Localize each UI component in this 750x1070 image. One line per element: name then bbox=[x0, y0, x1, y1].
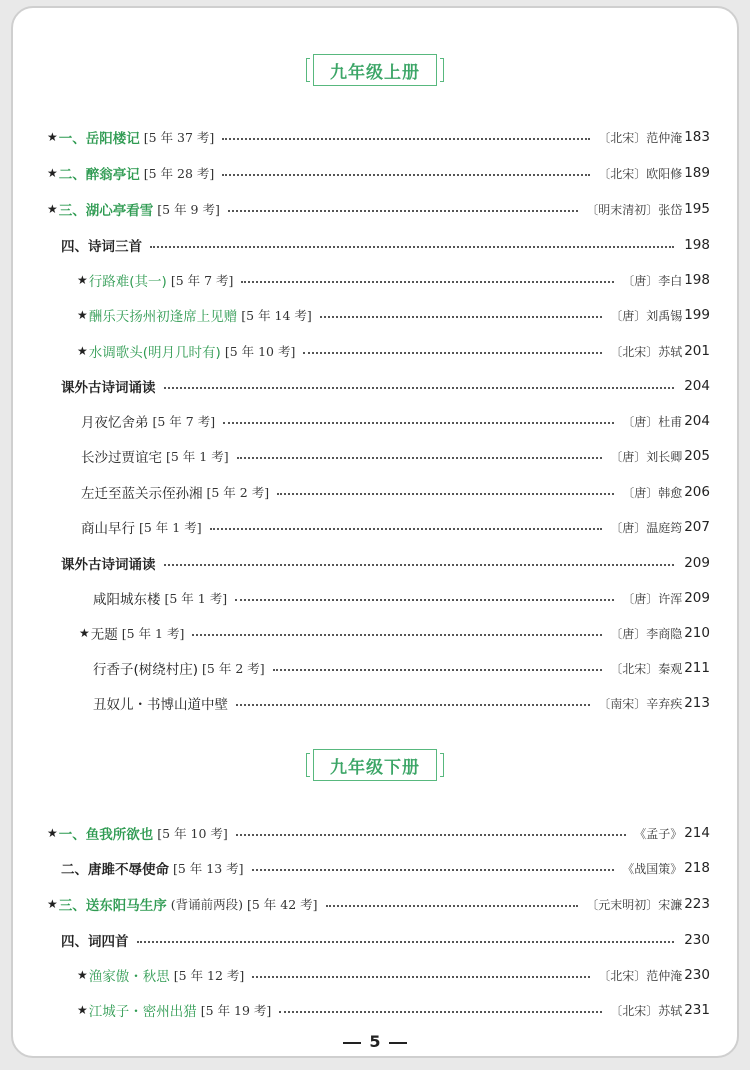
entry-title: 课外古诗词诵读 bbox=[61, 380, 156, 396]
entry-page: 198 bbox=[684, 272, 710, 288]
exam-frequency: [5 年 13 考] bbox=[173, 861, 244, 876]
dot-leader bbox=[150, 236, 674, 248]
footer-dash-right bbox=[389, 1042, 407, 1044]
entry-page: 209 bbox=[684, 555, 710, 571]
entry-page: 230 bbox=[684, 967, 710, 983]
entry-source: 〔北宋〕苏轼 bbox=[610, 344, 683, 359]
entry-title: 四、诗词三首 bbox=[61, 239, 142, 255]
exam-frequency: [5 年 19 考] bbox=[200, 1003, 272, 1018]
entry-title: 二、唐雎不辱使命 bbox=[61, 862, 169, 878]
entry-source: 〔唐〕韩愈 bbox=[622, 485, 683, 500]
dot-leader bbox=[279, 1001, 602, 1013]
entry-title: 无题 bbox=[90, 627, 118, 643]
dot-leader bbox=[277, 483, 614, 495]
section-heading-grade9-vol2 bbox=[313, 749, 437, 781]
exam-frequency: [5 年 1 考] bbox=[121, 626, 185, 641]
dot-leader bbox=[237, 447, 603, 459]
entry-title: 三、送东阳马生序 bbox=[58, 898, 167, 914]
toc-entry[interactable] bbox=[13, 302, 737, 328]
dot-leader bbox=[210, 518, 603, 530]
toc-entry[interactable] bbox=[13, 408, 737, 434]
entry-source: 〔北宋〕范仲淹 bbox=[598, 968, 683, 983]
entry-page: 206 bbox=[684, 484, 710, 500]
toc-entry[interactable] bbox=[13, 338, 737, 364]
toc-group[interactable] bbox=[13, 232, 737, 258]
star-icon: ★ bbox=[77, 1003, 88, 1017]
exam-frequency: [5 年 2 考] bbox=[206, 485, 270, 500]
dot-leader bbox=[252, 966, 590, 978]
star-icon: ★ bbox=[47, 166, 58, 180]
entry-page: 218 bbox=[684, 860, 710, 876]
section-heading-text: 九年级下册 bbox=[330, 757, 420, 778]
entry-title: 四、词四首 bbox=[61, 934, 129, 950]
entry-title: 三、湖心亭看雪 bbox=[58, 203, 154, 219]
dot-leader bbox=[164, 377, 675, 389]
toc-entry[interactable] bbox=[13, 655, 737, 681]
exam-frequency: [5 年 10 考] bbox=[157, 826, 228, 841]
entry-source: 〔明末清初〕张岱 bbox=[586, 202, 683, 217]
entry-title: 酬乐天扬州初逢席上见赠 bbox=[88, 309, 238, 325]
entry-page: 201 bbox=[684, 343, 710, 359]
book-page bbox=[11, 6, 739, 1058]
dot-leader bbox=[137, 931, 675, 943]
exam-frequency: [5 年 7 考] bbox=[152, 414, 216, 429]
toc-group[interactable] bbox=[13, 550, 737, 576]
dot-leader bbox=[235, 589, 614, 601]
entry-page: 195 bbox=[684, 201, 710, 217]
entry-source: 〔元末明初〕宋濂 bbox=[586, 897, 683, 912]
dot-leader bbox=[236, 694, 590, 706]
exam-frequency: (背诵前两段) [5 年 42 考] bbox=[170, 897, 318, 912]
dot-leader bbox=[164, 554, 675, 566]
exam-frequency: [5 年 2 考] bbox=[202, 661, 265, 676]
toc-entry[interactable] bbox=[13, 820, 737, 846]
section-heading-grade9-vol1 bbox=[313, 54, 437, 86]
dot-leader bbox=[222, 128, 590, 140]
star-icon: ★ bbox=[77, 968, 88, 982]
entry-title: 水调歌头(明月几时有) bbox=[88, 345, 221, 361]
entry-page: 223 bbox=[684, 896, 710, 912]
entry-page: 213 bbox=[684, 695, 710, 711]
entry-source: 〔唐〕温庭筠 bbox=[610, 520, 683, 535]
entry-page: 204 bbox=[684, 378, 710, 394]
exam-frequency: [5 年 7 考] bbox=[170, 273, 234, 288]
entry-source: 〔北宋〕欧阳修 bbox=[598, 166, 683, 181]
star-icon: ★ bbox=[47, 202, 58, 216]
entry-source: 〔南宋〕辛弃疾 bbox=[598, 696, 683, 711]
dot-leader bbox=[303, 342, 602, 354]
page-footer bbox=[13, 1032, 737, 1051]
entry-page: 230 bbox=[684, 932, 710, 948]
dot-leader bbox=[273, 659, 603, 671]
entry-title: 一、岳阳楼记 bbox=[58, 131, 140, 147]
page-number: 5 bbox=[369, 1032, 381, 1051]
entry-title: 一、鱼我所欲也 bbox=[58, 827, 154, 843]
toc-entry[interactable] bbox=[13, 690, 737, 716]
toc-entry[interactable] bbox=[13, 124, 737, 150]
dot-leader bbox=[320, 306, 602, 318]
dot-leader bbox=[222, 164, 590, 176]
entry-title: 丑奴儿・书博山道中壁 bbox=[93, 697, 228, 713]
dot-leader bbox=[326, 895, 579, 907]
entry-page: 211 bbox=[684, 660, 710, 676]
entry-source: 〔唐〕刘长卿 bbox=[610, 449, 683, 464]
toc-entry[interactable] bbox=[13, 514, 737, 540]
section-heading-text: 九年级上册 bbox=[330, 62, 420, 83]
toc-entry[interactable] bbox=[13, 267, 737, 293]
entry-source: 〔唐〕李商隐 bbox=[610, 626, 683, 641]
entry-source: 〔唐〕许浑 bbox=[622, 591, 683, 606]
entry-source: 〔北宋〕范仲淹 bbox=[598, 130, 683, 145]
exam-frequency: [5 年 14 考] bbox=[241, 308, 312, 323]
entry-page: 204 bbox=[684, 413, 710, 429]
entry-title: 课外古诗词诵读 bbox=[61, 557, 156, 573]
exam-frequency: [5 年 1 考] bbox=[139, 520, 202, 535]
exam-frequency: [5 年 10 考] bbox=[224, 344, 296, 359]
entry-title: 左迁至蓝关示侄孙湘 bbox=[81, 486, 203, 502]
toc-entry[interactable] bbox=[13, 891, 737, 917]
entry-title: 咸阳城东楼 bbox=[93, 592, 161, 608]
toc-entry[interactable] bbox=[13, 585, 737, 611]
dot-leader bbox=[252, 859, 615, 871]
star-icon: ★ bbox=[77, 273, 88, 287]
star-icon: ★ bbox=[77, 308, 88, 322]
entry-source: 《战国策》 bbox=[622, 861, 683, 876]
toc-entry[interactable] bbox=[13, 855, 737, 881]
toc-entry[interactable] bbox=[13, 443, 737, 469]
exam-frequency: [5 年 12 考] bbox=[173, 968, 245, 983]
toc-entry[interactable] bbox=[13, 620, 737, 646]
star-icon: ★ bbox=[47, 897, 58, 911]
entry-source: 《孟子》 bbox=[634, 826, 683, 841]
dot-leader bbox=[236, 824, 626, 836]
entry-page: 231 bbox=[684, 1002, 710, 1018]
entry-page: 183 bbox=[684, 129, 710, 145]
entry-source: 〔唐〕李白 bbox=[622, 273, 683, 288]
toc-entry[interactable] bbox=[13, 479, 737, 505]
star-icon: ★ bbox=[77, 344, 88, 358]
exam-frequency: [5 年 1 考] bbox=[166, 449, 229, 464]
toc-entry[interactable] bbox=[13, 997, 737, 1023]
entry-title: 渔家傲・秋思 bbox=[88, 969, 170, 985]
dot-leader bbox=[228, 200, 578, 212]
toc-entry[interactable] bbox=[13, 160, 737, 186]
star-icon: ★ bbox=[47, 130, 58, 144]
entry-title: 月夜忆舍弟 bbox=[81, 415, 149, 431]
dot-leader bbox=[241, 271, 614, 283]
entry-page: 189 bbox=[684, 165, 710, 181]
entry-title: 行路难(其一) bbox=[88, 274, 167, 290]
entry-page: 214 bbox=[684, 825, 710, 841]
entry-title: 长沙过贾谊宅 bbox=[81, 450, 162, 466]
entry-page: 205 bbox=[684, 448, 710, 464]
exam-frequency: [5 年 37 考] bbox=[143, 130, 215, 145]
toc-group[interactable] bbox=[13, 373, 737, 399]
entry-page: 210 bbox=[684, 625, 710, 641]
exam-frequency: [5 年 9 考] bbox=[157, 202, 220, 217]
entry-page: 209 bbox=[684, 590, 710, 606]
footer-dash-left bbox=[343, 1042, 361, 1044]
entry-source: 〔唐〕刘禹锡 bbox=[610, 308, 683, 323]
star-icon: ★ bbox=[47, 826, 58, 840]
toc-entry[interactable] bbox=[13, 962, 737, 988]
dot-leader bbox=[223, 412, 614, 424]
toc-group[interactable] bbox=[13, 927, 737, 953]
entry-page: 207 bbox=[684, 519, 710, 535]
exam-frequency: [5 年 1 考] bbox=[164, 591, 228, 606]
entry-title: 行香子(树绕村庄) bbox=[93, 662, 199, 678]
entry-source: 〔北宋〕秦观 bbox=[610, 661, 683, 676]
entry-page: 199 bbox=[684, 307, 710, 323]
toc-entry[interactable] bbox=[13, 196, 737, 222]
entry-source: 〔北宋〕苏轼 bbox=[610, 1003, 683, 1018]
entry-page: 198 bbox=[684, 237, 710, 253]
star-icon: ★ bbox=[79, 626, 90, 640]
entry-title: 商山早行 bbox=[81, 521, 135, 537]
entry-title: 二、醉翁亭记 bbox=[58, 167, 140, 183]
dot-leader bbox=[192, 624, 602, 636]
exam-frequency: [5 年 28 考] bbox=[143, 166, 215, 181]
entry-source: 〔唐〕杜甫 bbox=[622, 414, 683, 429]
entry-title: 江城子・密州出猎 bbox=[88, 1004, 197, 1020]
